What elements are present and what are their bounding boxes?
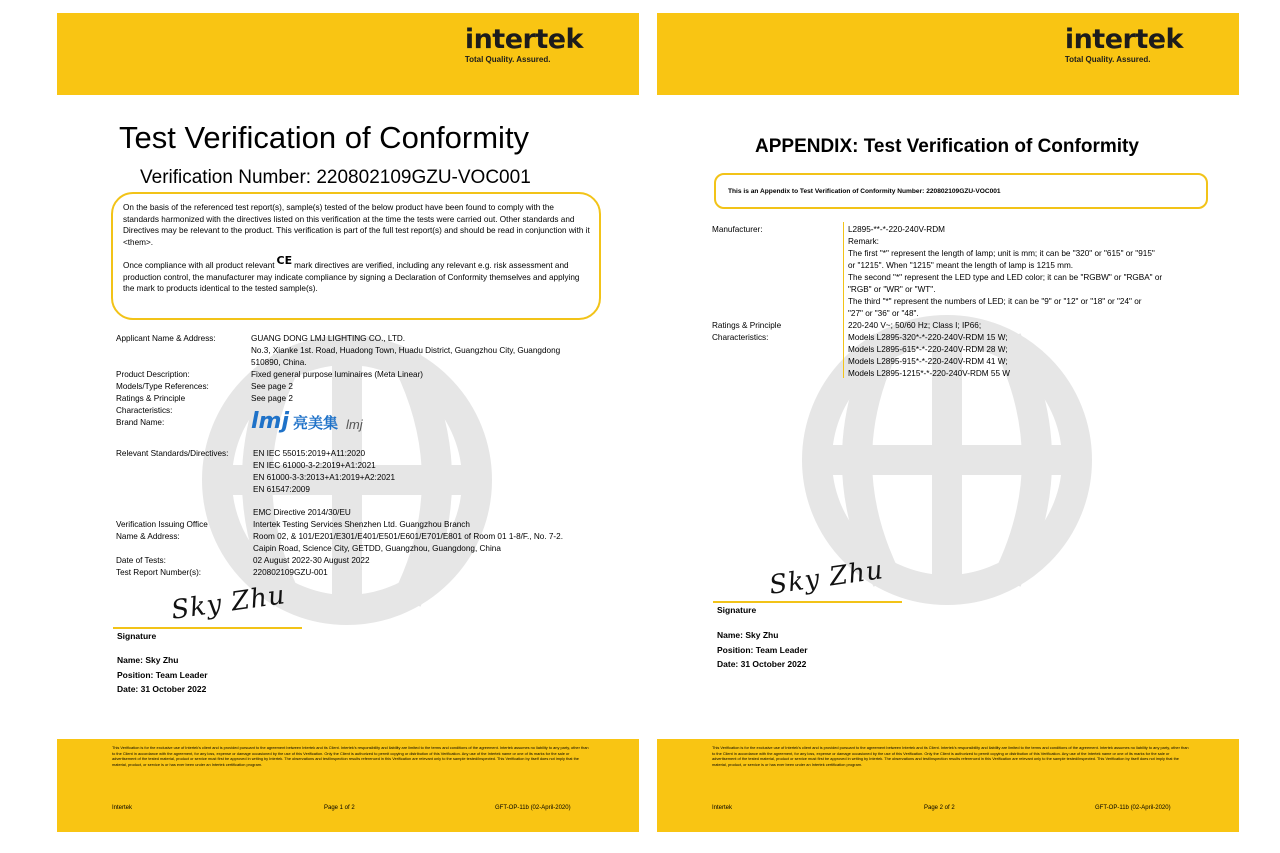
page-1: intertek Total Quality. Assured. Test Verification of Conformity Verification Number: 220802109GZU-VOC001 On the basis of the referenced test report(s), sample(s) tested of the below product have been found to comply with the standards harmonized with the directives listed on this verification at the time the tests were carried out. Other standards and Directives may be relevant to the product. This verification is part of the full test report(s) and should be read in conjunction with it <them>. Once compliance with all product relevant CE mark directives are verified, including any relevant e.g. risk assessment and production control, the manufacturer may indicate compliance by signing a Declaration of Conformity themselves and applying the mark to products identical to the tested sample(s). Applicant Name & Address: GUANG DONG LMJ LIGHTING CO., LTD. No.3, Xianke 1st. Road, Huadong Town, Huadu District, Guangzhou City, Guangdong 510890, China. Product Description: Fixed general purpose luminaires (Meta Linear) Models/Type References: See page 2 Ratings & Principle See page 2 Characteristics: Brand Name: Relevant Standards/Directives: EN IEC 55015:2019+A11:2020 EN IEC 61000-3-2:2019+A1:2021 EN 61000-3-3:2013+A1:2019+A2:2021 EN 61547:2009 EMC Directive 2014/30/EU Verification Issuing Office Intertek Testing Services Shenzhen Ltd. Guangzhou Branch Name & Address: Room 02, & 101/E201/E301/E401/E501/E601/E701/E801 of Room 01 1-8/F., No. 7-2. Caipin Road, Science City, GETDD, Guangzhou, Guangdong, China Date of Tests: 02 August 2022-30 August 2022 Test Report Number(s): 220802109GZU-001 lmj 亮美集 lmj Sky Zhu Signature Name: Sky Zhu Position: Team Leader Date: 31 October 2022 This Verification is for the exclusive use of Intertek's client and is provided pursuant to the agreement between Intertek and its Client. Intertek's responsibility and liability are limited to the terms and conditions of the agreement. Intertek assumes no liability to any party, other than to the Client in accordance with the agreement, for any loss, expense or damage occasioned by the use of this Verification. Only the Client is authorized to permit copying or distribution of this Verification. Any use of the Intertek name or one of its marks for the sale or advertisement of the tested material, product or service must first be approved in writing by Intertek. The observations and test/inspection results referenced in this Verification are relevant only to the sample tested/inspected. This Verification by itself does not imply that the material, product, or service is or has ever been under an Intertek certification program. Intertek Page 1 of 2 GFT-OP-11b (02-April-2020) <box>57 0 639 853</box>
ce-mark-icon: CE <box>276 254 293 267</box>
footer-company: Intertek <box>712 805 733 811</box>
handwritten-signature: Sky Zhu <box>169 580 288 626</box>
disclaimer-text: This Verification is for the exclusive use of Intertek's client and is provided pursuant to the agreement between Intertek and its Client. Intertek's responsibility and liability are limited to the terms and conditions of the agreement. Intertek assumes no liability to any party, other than to the Client in accordance with the agreement, for any loss, expense or damage occasioned by the use of this Verification. Only the Client is authorized to permit copying or distribution of this Verification. Any use of the Intertek name or one of its marks for the sale or advertisement of the tested material, product or service must first be approved in writing by Intertek. The observations and test/inspection results referenced in this Verification are relevant only to the sample tested/inspected. This Verification by itself does not imply that the material, product, or service is or has ever been under an Intertek certification program. <box>112 745 589 767</box>
compliance-statement: On the basis of the referenced test report(s), sample(s) tested of the below product have been found to comply with the standards harmonized with the directives listed on this verification at the time the tests were carried out. Other standards and Directives may be relevant to the product. This verification is part of the full test report(s) and should be read in conjunction with it <them>. Once compliance with all product relevant CE mark directives are verified, including any relevant e.g. risk assessment and production control, the manufacturer may indicate compliance by signing a Declaration of Conformity themselves and applying the mark to products identical to the tested sample(s). <box>111 192 601 320</box>
page-2: intertek Total Quality. Assured. APPENDIX: Test Verification of Conformity This is an Appendix to Test Verification of Conformity Number: 220802109GZU-VOC001 Manufacturer: L2895-**-*-220-240V-RDM Remark: The first "*" represent the length of lamp; unit is mm; it can be "320" or "615" or "915" or "1215". When "1215" meant the length of lamp is 1215 mm. The second "*" represent the LED type and LED color; it can be "RGBW" or "RGBA" or "RGB" or "WR" or "WT". The third "*" represent the numbers of LED; it can be "9" or "12" or "18" or "24" or "27" or "36" or "48". Ratings & Principle Characteristics: 220-240 V~; 50/60 Hz; Class I; IP66; Models L2895-320*-*-220-240V-RDM 15 W; Models L2895-615*-*-220-240V-RDM 28 W; Models L2895-915*-*-220-240V-RDM 41 W; Models L2895-1215*-*-220-240V-RDM 55 W Sky Zhu Signature Name: Sky Zhu Position: Team Leader Date: 31 October 2022 This Verification is for the exclusive use of Intertek's client and is provided pursuant to the agreement between Intertek and its Client. Intertek's responsibility and liability are limited to the terms and conditions of the agreement. Intertek assumes no liability to any party, other than to the Client in accordance with the agreement, for any loss, expense or damage occasioned by the use of this Verification. Only the Client is authorized to permit copying or distribution of this Verification. Any use of the Intertek name or one of its marks for the sale or advertisement of the tested material, product or service must first be approved in writing by Intertek. The observations and test/inspection results referenced in this Verification are relevant only to the sample tested/inspected. This Verification by itself does not imply that the material, product, or service is or has ever been under an Intertek certification program. Intertek Page 2 of 2 GFT-OP-11b (02-April-2020) <box>657 0 1239 853</box>
page-number: Page 1 of 2 <box>324 805 355 811</box>
form-code: GFT-OP-11b (02-April-2020) <box>1095 805 1171 811</box>
intertek-logo: intertek Total Quality. Assured. <box>1064 24 1183 64</box>
page-title: Test Verification of Conformity <box>119 120 530 155</box>
signature-line <box>113 627 302 629</box>
intertek-logo: intertek Total Quality. Assured. <box>464 24 583 64</box>
signature-label: Signature <box>717 605 757 615</box>
page-number: Page 2 of 2 <box>924 805 955 811</box>
appendix-note: This is an Appendix to Test Verification of Conformity Number: 220802109GZU-VOC001 <box>714 173 1208 209</box>
brand-logo: lmj 亮美集 lmj <box>251 409 363 434</box>
signatory-info: Name: Sky Zhu Position: Team Leader Date: 31 October 2022 <box>717 630 808 669</box>
form-code: GFT-OP-11b (02-April-2020) <box>495 805 571 811</box>
verification-number: Verification Number: 220802109GZU-VOC001 <box>140 167 531 188</box>
signatory-info: Name: Sky Zhu Position: Team Leader Date: 31 October 2022 <box>117 655 208 694</box>
disclaimer-text: This Verification is for the exclusive use of Intertek's client and is provided pursuant to the agreement between Intertek and its Client. Intertek's responsibility and liability are limited to the terms and conditions of the agreement. Intertek assumes no liability to any party, other than to the Client in accordance with the agreement, for any loss, expense or damage occasioned by the use of this Verification. Only the Client is authorized to permit copying or distribution of this Verification. Any use of the Intertek name or one of its marks for the sale or advertisement of the tested material, product or service must first be approved in writing by Intertek. The observations and test/inspection results referenced in this Verification are relevant only to the sample tested/inspected. This Verification by itself does not imply that the material, product, or service is or has ever been under an Intertek certification program. <box>712 745 1189 767</box>
column-divider <box>843 222 844 378</box>
footer-company: Intertek <box>112 805 133 811</box>
handwritten-signature: Sky Zhu <box>767 555 886 601</box>
signature-label: Signature <box>117 631 157 641</box>
page-title: APPENDIX: Test Verification of Conformity <box>755 136 1139 157</box>
signature-line <box>713 601 902 603</box>
